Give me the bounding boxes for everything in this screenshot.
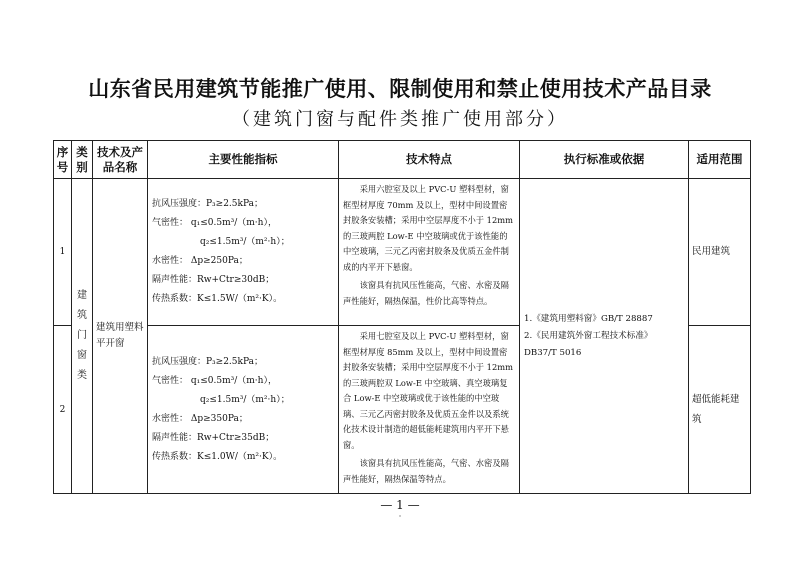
perf-heat: 传热系数：K≤1.0W/（m²·K）。 [152,451,283,462]
features-cell [339,179,520,326]
scope-cell: 民用建筑 [689,179,751,326]
perf-air-q1: 气密性： q₁≤0.5m³/（m·h）， [152,375,277,386]
perf-air-q2: q₂≤1.5m³/（m²·h）； [200,394,290,405]
page-footer [0,498,800,521]
table-row [54,179,751,326]
features-summary: 该窗具有抗风压性能高，气密、水密及隔声性能好，隔热保温，性价比高等特点。 [343,280,509,306]
table-header-row [54,141,751,179]
header-standards: 执行标准或依据 [520,141,689,179]
page-subtitle: （建筑门窗与配件类推广使用部分） [232,109,568,130]
features-text: 采用七腔室及以上 PVC-U 塑料型材，窗框型材厚度 85mm 及以上，型材中间设置密封胶条安装槽；采用中空层厚度不小于 12mm 的三玻两腔双 Low-E 中空玻璃、真空玻璃复合 Low-E 中空玻璃或优于该性能的中空玻璃、三元乙丙密封胶条及优质五金件以及系统化技术设计制造的超低能耗建筑用内平开下悬窗。 [343,331,513,450]
perf-air-q1: 气密性： q₁≤0.5m³/（m·h）， [152,218,277,228]
row-seq: 1 [54,179,72,326]
header-scope: 适用范围 [689,141,751,179]
perf-wind: 抗风压强度：P₃≥2.5kPa； [152,199,263,209]
header-performance: 主要性能指标 [148,141,339,179]
header-product: 技术及产品名称 [93,141,148,179]
header-seq: 序号 [54,141,72,179]
row-seq: 2 [54,326,72,494]
header-category: 类别 [72,141,93,179]
performance-cell [148,179,339,326]
standards-cell [520,179,689,494]
page-title: 山东省民用建筑节能推广使用、限制使用和禁止使用技术产品目录 [88,77,712,101]
perf-water: 水密性： Δp≥350Pa； [152,413,248,424]
perf-heat: 传热系数：K≤1.5W/（m²·K）。 [152,294,283,304]
page-number: — 1 — [380,498,420,512]
scope-cell: 超低能耗建筑 [689,326,751,494]
category-cell: 建筑门窗类 [72,179,93,494]
perf-wind: 抗风压强度：P₃≥2.5kPa； [152,356,263,367]
product-catalog-table [53,140,751,494]
perf-sound: 隔声性能：Rw+Ctr≥30dB； [152,275,275,285]
standard-item: 2.《民用建筑外窗工程技术标准》DB37/T 5016 [524,330,653,358]
product-name-cell: 建筑用塑料平开窗 [93,179,148,494]
perf-air-q2: q₂≤1.5m³/（m²·h）； [200,237,290,247]
features-cell [339,326,520,494]
footer-dot: · [398,512,402,521]
features-summary: 该窗具有抗风压性能高，气密、水密及隔声性能好，隔热保温等特点。 [343,458,509,484]
header-features: 技术特点 [339,141,520,179]
features-text: 采用六腔室及以上 PVC-U 塑料型材，窗框型材厚度 70mm 及以上，型材中间设置密封胶条安装槽；采用中空层厚度不小于 12mm 的三玻两腔 Low-E 中空玻璃或优于该性能的中空玻璃，三元乙丙密封胶条及优质五金件制成的内平开下悬窗。 [343,184,513,272]
standard-item: 1.《建筑用塑料窗》GB/T 28887 [524,313,653,324]
perf-sound: 隔声性能：Rw+Ctr≥35dB； [152,432,275,443]
perf-water: 水密性： Δp≥250Pa； [152,256,248,266]
performance-cell [148,326,339,494]
